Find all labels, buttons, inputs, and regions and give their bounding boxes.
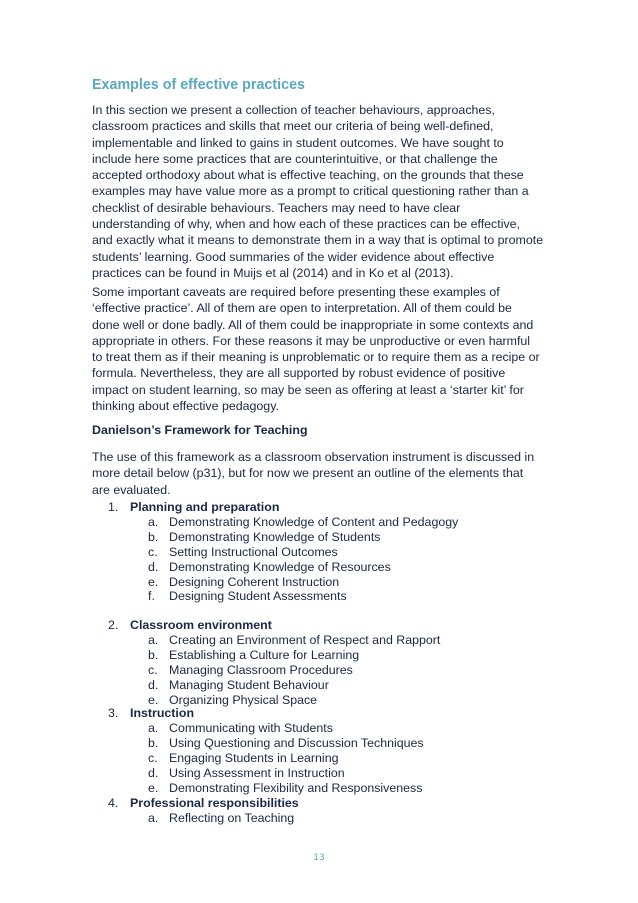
framework-element: Reflecting on Teaching [169, 810, 295, 825]
paragraph-line: impact on student learning, so may be seen as offering at least a ‘starter kit’ for [92, 382, 524, 397]
item-letter: c. [148, 544, 158, 559]
paragraph-line: include here some practices that are counterintuitive, or that challenge the [92, 151, 498, 166]
item-letter: a. [148, 632, 159, 647]
domain-number: 4. [108, 796, 119, 810]
paragraph-line: thinking about effective pedagogy. [92, 399, 279, 414]
domain-number: 3. [108, 706, 119, 720]
framework-element: Engaging Students in Learning [169, 750, 339, 765]
paragraph-line: classroom practices and skills that meet our criteria of being well-defined, [92, 119, 494, 134]
framework-element: Demonstrating Knowledge of Content and Pedagogy [169, 514, 459, 529]
intro-paragraph [92, 102, 570, 281]
paragraph-line: formula. Nevertheless, they are all supported by robust evidence of positive [92, 366, 506, 381]
section-heading: Examples of effective practices [92, 77, 305, 93]
paragraph-line: appropriate in others. For these reasons it may be unproductive or even harmful [92, 333, 531, 348]
item-letter: a. [148, 810, 159, 825]
framework-element: Organizing Physical Space [169, 692, 318, 707]
paragraph-line: understanding of why, when and how each of these practices can be effective, [92, 217, 520, 232]
item-letter: d. [148, 559, 159, 574]
item-letter: a. [148, 720, 159, 735]
domain-title: Classroom environment [130, 618, 272, 632]
framework-heading: Danielson’s Framework for Teaching [92, 423, 308, 437]
caveats-paragraph [92, 284, 570, 414]
framework-element: Designing Coherent Instruction [169, 574, 340, 589]
framework-element: Demonstrating Knowledge of Resources [169, 559, 391, 574]
domain-title: Planning and preparation [130, 500, 280, 514]
domain-title: Instruction [130, 706, 195, 720]
page-number: 13 [313, 853, 325, 863]
paragraph-line: ‘effective practice’. All of them are open to interpretation. All of them could be [92, 301, 512, 316]
paragraph-line: examples may have value more as a prompt to critical questioning rather than a [92, 184, 529, 199]
item-letter: b. [148, 735, 159, 750]
domain-title: Professional responsibilities [130, 796, 299, 810]
framework-element: Using Assessment in Instruction [169, 765, 345, 780]
item-letter: a. [148, 514, 159, 529]
item-letter: b. [148, 647, 159, 662]
paragraph-line: and exactly what it means to demonstrate them in a way that is optimal to promote [92, 233, 544, 248]
framework-element: Designing Student Assessments [169, 589, 347, 604]
paragraph-line: The use of this framework as a classroom observation instrument is discussed in [92, 450, 535, 464]
paragraph-line: practices can be found in Muijs et al (2014) and in Ko et al (2013). [92, 265, 454, 280]
paragraph-line: implementable and linked to gains in student outcomes. We have sought to [92, 135, 504, 150]
paragraph-line: students’ learning. Good summaries of the wider evidence about effective [92, 249, 495, 264]
paragraph-line: checklist of desirable behaviours. Teachers may need to have clear [92, 200, 461, 215]
framework-paragraph [92, 449, 570, 498]
item-letter: d. [148, 677, 159, 692]
framework-element: Demonstrating Flexibility and Responsiveness [169, 780, 423, 795]
domain-number: 2. [108, 618, 119, 632]
item-letter: d. [148, 765, 159, 780]
item-letter: f. [148, 589, 155, 604]
paragraph-line: Some important caveats are required before presenting these examples of [92, 285, 500, 299]
item-letter: e. [148, 780, 159, 795]
paragraph-line: are evaluated. [92, 482, 171, 497]
item-letter: b. [148, 529, 159, 544]
paragraph-line: done well or done badly. All of them could be inappropriate in some contexts and [92, 317, 534, 332]
framework-element: Setting Instructional Outcomes [169, 544, 338, 559]
domain-number: 1. [108, 500, 119, 514]
framework-element: Demonstrating Knowledge of Students [169, 529, 381, 544]
item-letter: e. [148, 574, 159, 589]
paragraph-line: In this section we present a collection of teacher behaviours, approaches, [92, 103, 495, 117]
item-letter: e. [148, 692, 159, 707]
framework-element: Establishing a Culture for Learning [169, 647, 360, 662]
framework-element: Managing Student Behaviour [169, 677, 329, 692]
framework-element: Creating an Environment of Respect and Rapport [169, 632, 441, 647]
paragraph-line: to treat them as if their meaning is unproblematic or to require them as a recipe or [92, 350, 540, 365]
item-letter: c. [148, 750, 158, 765]
framework-element: Communicating with Students [169, 720, 333, 735]
paragraph-line: accepted orthodoxy about what is effective teaching, on the grounds that these [92, 168, 524, 183]
framework-element: Managing Classroom Procedures [169, 662, 353, 677]
paragraph-line: more detail below (p31), but for now we present an outline of the elements that [92, 466, 524, 481]
framework-element: Using Questioning and Discussion Techniques [169, 735, 424, 750]
item-letter: c. [148, 662, 158, 677]
